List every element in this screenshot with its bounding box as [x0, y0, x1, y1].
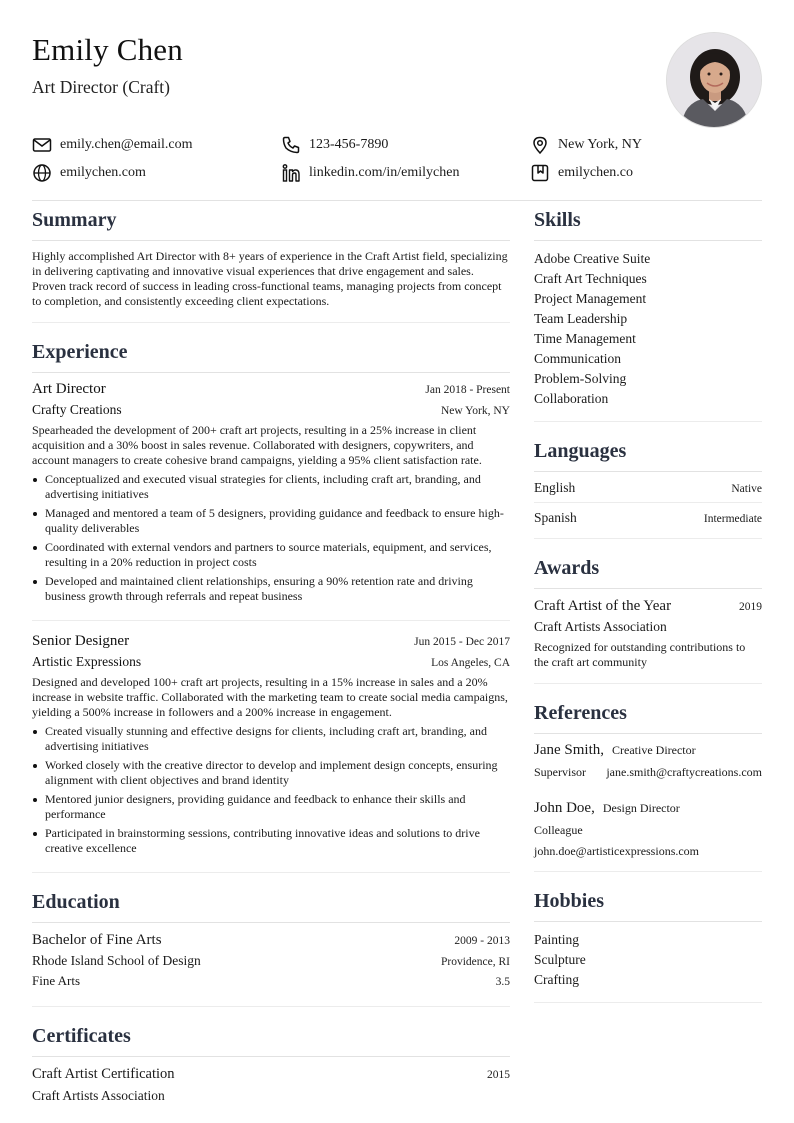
contact-linkedin[interactable]: [281, 162, 459, 184]
job-title: Senior Designer: [32, 633, 130, 649]
award-org: Craft Artists Association: [534, 619, 667, 634]
languages-section: [534, 432, 762, 539]
reference-title: Creative Director: [612, 743, 696, 757]
job-company: Crafty Creations: [32, 402, 122, 417]
skill-item: Time Management: [534, 331, 636, 346]
education-section: [32, 883, 510, 1007]
award-year: 2019: [739, 601, 762, 613]
language-name: English: [534, 480, 576, 495]
job-location: Los Angeles, CA: [431, 657, 510, 669]
section-title: Languages: [534, 432, 762, 472]
job-location: New York, NY: [440, 405, 510, 417]
contact-portfolio[interactable]: [530, 162, 633, 184]
gpa: 3.5: [495, 976, 510, 988]
summary-text: Highly accomplished Art Director with 8+ years of experience in the Craft Artist field, specializing in delivering captivating and innovative visual experiences that drive engagement and sales. Proven track record of success in leading cross-functional teams, managing projects from concept to completion, and consistently exceeding client expectations.: [32, 249, 508, 308]
candidate-name: Emily Chen: [32, 32, 183, 67]
job-bullets: [32, 472, 510, 604]
reference-name: John Doe,: [534, 800, 595, 816]
reference-title: Design Director: [602, 801, 680, 815]
bullet-item: Developed and maintained client relationships, ensuring a 90% retention rate and driving business growth through referrals and repeat business: [32, 574, 510, 604]
hobbies-section: [534, 882, 762, 1003]
job-dates: Jan 2018 - Present: [425, 384, 510, 396]
bullet-item: Worked closely with the creative director to develop and implement design concepts, ensuring alignment with client objectives and brand identity: [32, 758, 510, 788]
education-entry: [32, 923, 510, 1006]
bullet-item: Created visually stunning and effective designs for clients, including craft art, branding, and advertising initiatives: [32, 724, 510, 754]
experience-section: [32, 333, 510, 873]
hobby-item: Sculpture: [534, 952, 586, 967]
mail-icon: [32, 135, 52, 155]
degree: Bachelor of Fine Arts: [32, 932, 162, 948]
contact-email[interactable]: [32, 134, 193, 156]
reference-email[interactable]: jane.smith@craftycreations.com: [606, 765, 762, 779]
hobbies-list: [534, 922, 762, 1002]
certificate-org: Craft Artists Association: [32, 1088, 165, 1103]
bullet-item: Participated in brainstorming sessions, contributing innovative ideas and solutions to drive creative excellence: [32, 826, 510, 856]
job-title: Art Director: [32, 381, 106, 397]
candidate-role: Art Director (Craft): [32, 77, 170, 97]
reference-name: Jane Smith,: [534, 742, 604, 758]
language-name: Spanish: [534, 510, 577, 525]
certificates-section: [32, 1017, 510, 1114]
bullet-item: Mentored junior designers, providing guidance and feedback to enhance their skills and performance: [32, 792, 510, 822]
portfolio-text[interactable]: emilychen.co: [558, 165, 634, 180]
education-dates: 2009 - 2013: [454, 935, 510, 947]
reference-entry: [534, 786, 762, 871]
skills-list: [534, 241, 762, 421]
language-level: Intermediate: [703, 513, 762, 525]
job-company: Artistic Expressions: [32, 654, 142, 669]
phone-icon: [281, 135, 301, 155]
reference-relation: Colleague: [534, 823, 583, 837]
bullet-item: Conceptualized and executed visual strategies for clients, including craft art, branding, and advertising initiatives: [32, 472, 510, 502]
location-text: New York, NY: [558, 137, 643, 152]
certificate-entry: [32, 1057, 510, 1114]
right-column: [534, 201, 762, 1003]
language-item: [534, 503, 762, 539]
skill-item: Collaboration: [534, 391, 609, 406]
linkedin-text[interactable]: linkedin.com/in/emilychen: [309, 165, 460, 180]
section-title: References: [534, 694, 762, 734]
school-location: Providence, RI: [441, 956, 510, 968]
bullet-item: Coordinated with external vendors and partners to source materials, equipment, and services, resulting in a 20% reduction in project costs: [32, 540, 510, 570]
section-title: Certificates: [32, 1017, 510, 1057]
linkedin-icon: [281, 163, 301, 183]
field-of-study: Fine Arts: [32, 973, 81, 988]
hobby-item: Crafting: [534, 972, 579, 987]
award-name: Craft Artist of the Year: [534, 598, 672, 614]
job-bullets: [32, 724, 510, 856]
job-entry: [32, 621, 510, 873]
certificate-name: Craft Artist Certification: [32, 1066, 175, 1082]
skills-section: [534, 201, 762, 422]
reference-relation: Supervisor: [534, 765, 586, 779]
language-level: Native: [731, 483, 762, 495]
skill-item: Adobe Creative Suite: [534, 251, 651, 266]
globe-icon: [32, 163, 52, 183]
bookmark-icon: [530, 163, 550, 183]
contact-phone[interactable]: [281, 134, 388, 156]
left-column: [32, 201, 510, 1114]
section-title: Experience: [32, 333, 510, 373]
bullet-item: Managed and mentored a team of 5 designers, providing guidance and feedback to ensure high-quality deliverables: [32, 506, 510, 536]
hobby-item: Painting: [534, 932, 580, 947]
skill-item: Project Management: [534, 291, 647, 306]
section-title: Skills: [534, 201, 762, 241]
award-entry: [534, 589, 762, 683]
skill-item: Problem-Solving: [534, 371, 627, 386]
skill-item: Craft Art Techniques: [534, 271, 647, 286]
awards-section: [534, 549, 762, 684]
job-description: Spearheaded the development of 200+ craft art projects, resulting in a 25% increase in client acquisition and a 30% boost in sales revenue. Collaborated with designers, copywriters, and account managers to create cohesive brand campaigns, yielding a 95% client satisfaction rate.: [32, 423, 482, 467]
job-description: Designed and developed 100+ craft art projects, resulting in a 15% increase in sales and a 20% increase in website traffic. Collaborated with the marketing team to create social media campaigns, yielding a 500% increase in followers and a 200% increase in engagement.: [32, 675, 508, 719]
location-pin-icon: [530, 135, 550, 155]
skill-item: Team Leadership: [534, 311, 628, 326]
website-text[interactable]: emilychen.com: [60, 165, 146, 180]
summary-section: [32, 201, 510, 323]
reference-email[interactable]: john.doe@artisticexpressions.com: [534, 844, 700, 858]
references-section: [534, 694, 762, 872]
contact-location: [530, 134, 642, 156]
school: Rhode Island School of Design: [32, 953, 201, 968]
profile-photo: [666, 32, 762, 128]
job-dates: Jun 2015 - Dec 2017: [414, 636, 510, 648]
section-title: Awards: [534, 549, 762, 589]
job-entry: [32, 373, 510, 621]
skill-item: Communication: [534, 351, 621, 366]
section-title: Summary: [32, 201, 510, 241]
section-title: Hobbies: [534, 882, 762, 922]
phone-text[interactable]: 123-456-7890: [309, 137, 389, 152]
email-text[interactable]: emily.chen@email.com: [60, 137, 193, 152]
award-description: Recognized for outstanding contributions to the craft art community: [534, 640, 746, 669]
section-title: Education: [32, 883, 510, 923]
reference-entry: [534, 734, 762, 786]
certificate-year: 2015: [487, 1069, 510, 1081]
language-item: [534, 472, 762, 503]
contact-website[interactable]: [32, 162, 146, 184]
